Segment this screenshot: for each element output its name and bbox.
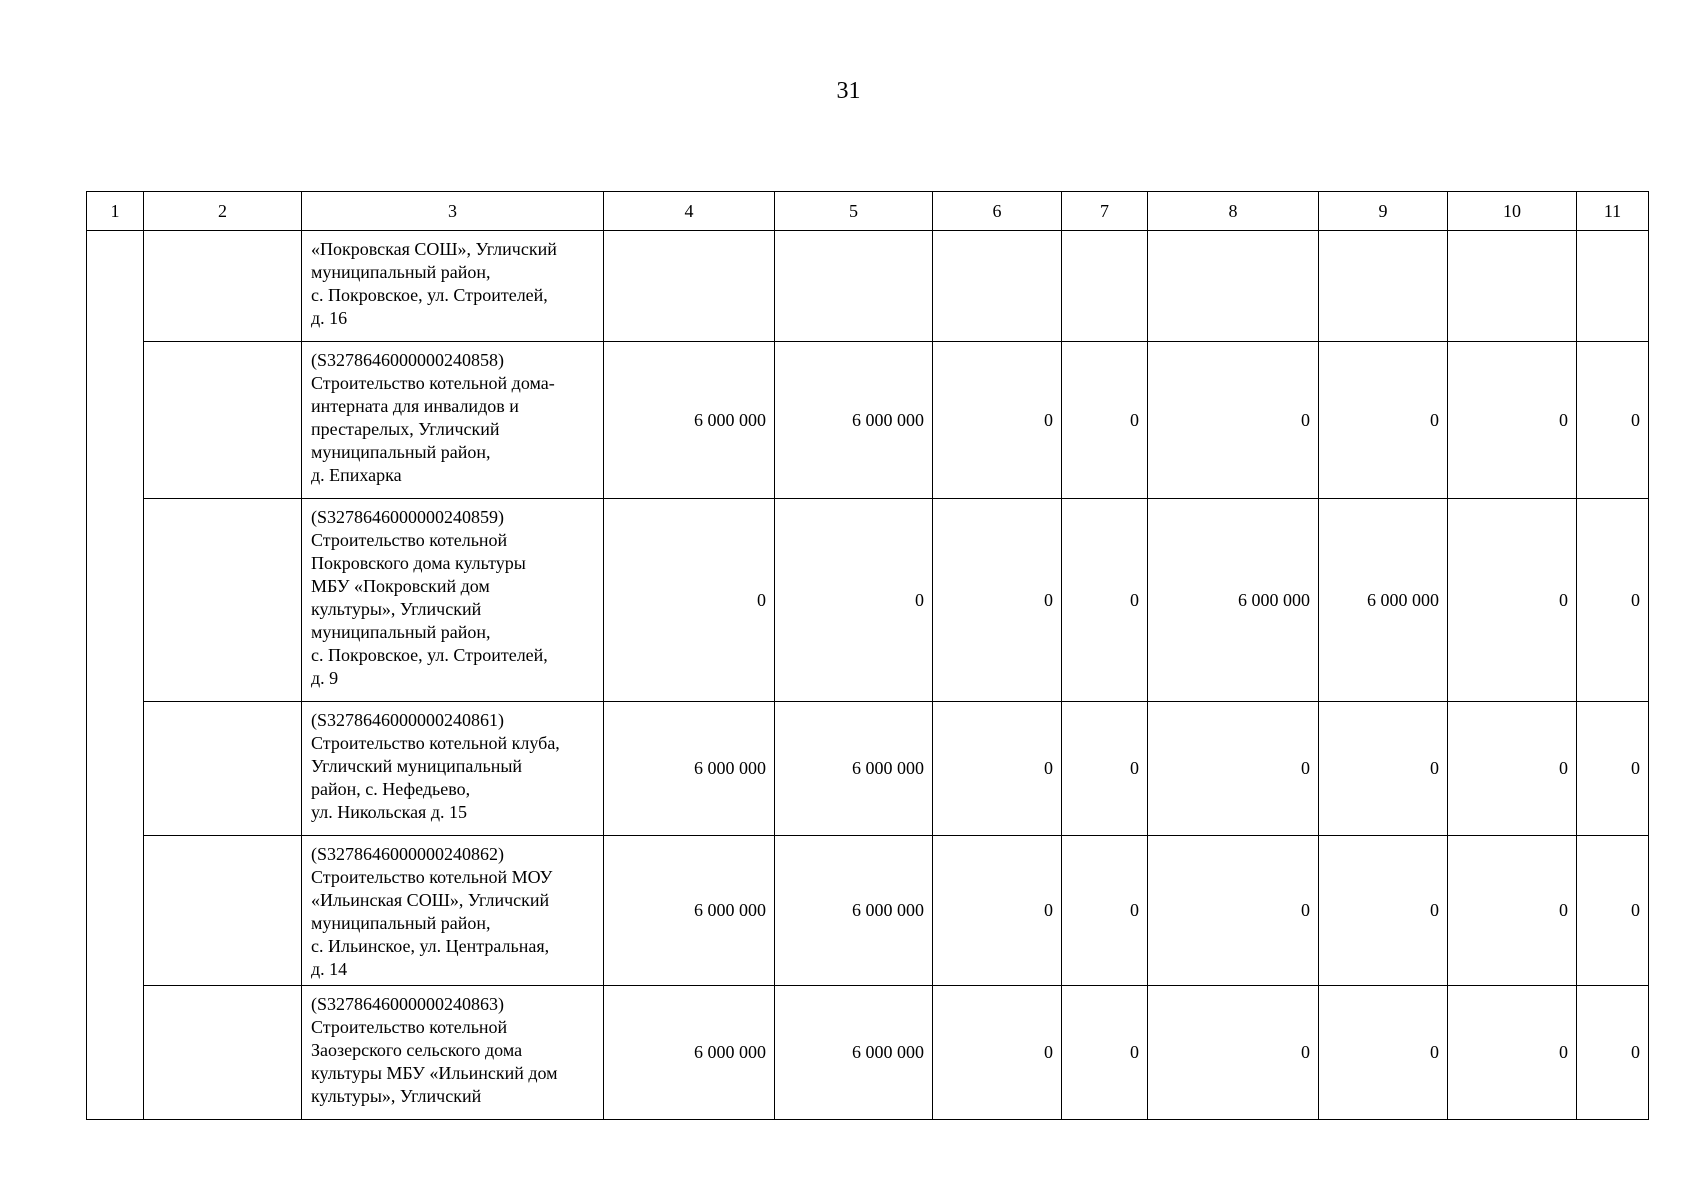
amount-cell-col-8: 0 (1148, 342, 1319, 499)
amount-cell-col-6: 0 (933, 499, 1062, 702)
description-line: д. Епихарка (311, 465, 402, 485)
amount-cell-col-9: 0 (1319, 986, 1448, 1120)
column-header: 5 (775, 192, 933, 231)
description-line: муниципальный район, (311, 622, 491, 642)
column-header: 7 (1062, 192, 1148, 231)
amount-cell-col-11: 0 (1577, 342, 1649, 499)
column-header: 10 (1448, 192, 1577, 231)
amount-cell-col-4: 6 000 000 (604, 986, 775, 1120)
table-row (87, 836, 1649, 986)
description-line: Строительство котельной МОУ (311, 867, 553, 887)
amount-cell-col-9: 0 (1319, 342, 1448, 499)
amount-cell-col-5: 6 000 000 (775, 986, 933, 1120)
amount-cell-col-7: 0 (1062, 499, 1148, 702)
object-code: (S3278646000000240858) (311, 350, 504, 370)
table-row (87, 986, 1649, 1120)
amount-cell-col-8 (1148, 231, 1319, 342)
amount-cell-col-10: 0 (1448, 836, 1577, 986)
column-number-row (87, 192, 1649, 231)
amount-cell-col-5: 6 000 000 (775, 836, 933, 986)
description-line: д. 16 (311, 308, 348, 328)
amount-cell-col-7: 0 (1062, 986, 1148, 1120)
row-number-cell (87, 231, 144, 1120)
amount-cell-col-11: 0 (1577, 836, 1649, 986)
amount-cell-col-8: 0 (1148, 836, 1319, 986)
program-cell (144, 342, 302, 499)
amount-cell-col-8: 0 (1148, 702, 1319, 836)
amount-cell-col-5: 6 000 000 (775, 342, 933, 499)
description-line: «Покровская СОШ», Угличский (311, 239, 557, 259)
amount-cell-col-10: 0 (1448, 342, 1577, 499)
description-line: культуры МБУ «Ильинский дом (311, 1063, 558, 1083)
column-header: 9 (1319, 192, 1448, 231)
column-header: 1 (87, 192, 144, 231)
amount-cell-col-10 (1448, 231, 1577, 342)
description-line: д. 9 (311, 668, 339, 688)
object-code: (S3278646000000240859) (311, 507, 504, 527)
amount-cell-col-4: 6 000 000 (604, 342, 775, 499)
amount-cell-col-9 (1319, 231, 1448, 342)
amount-cell-col-6: 0 (933, 342, 1062, 499)
program-cell (144, 499, 302, 702)
description-line: д. 14 (311, 959, 348, 979)
amount-cell-col-11: 0 (1577, 499, 1649, 702)
amount-cell-col-11: 0 (1577, 986, 1649, 1120)
description-line: МБУ «Покровский дом (311, 576, 490, 596)
amount-cell-col-7: 0 (1062, 702, 1148, 836)
table-row (87, 702, 1649, 836)
amount-cell-col-9: 0 (1319, 836, 1448, 986)
amount-cell-col-11: 0 (1577, 702, 1649, 836)
amount-cell-col-10: 0 (1448, 702, 1577, 836)
table-row (87, 342, 1649, 499)
description-line: Угличский муниципальный (311, 756, 523, 776)
amount-cell-col-11 (1577, 231, 1649, 342)
amount-cell-col-4: 6 000 000 (604, 702, 775, 836)
description-line: муниципальный район, (311, 913, 491, 933)
column-header: 6 (933, 192, 1062, 231)
object-description-cell (302, 986, 604, 1120)
column-header: 3 (302, 192, 604, 231)
amount-cell-col-5: 6 000 000 (775, 702, 933, 836)
description-line: с. Ильинское, ул. Центральная, (311, 936, 550, 956)
column-header: 8 (1148, 192, 1319, 231)
description-line: Строительство котельной дома- (311, 373, 555, 393)
amount-cell-col-8: 6 000 000 (1148, 499, 1319, 702)
table-row (87, 231, 1649, 342)
object-description-cell (302, 231, 604, 342)
amount-cell-col-4: 6 000 000 (604, 836, 775, 986)
column-header: 4 (604, 192, 775, 231)
amount-cell-col-8: 0 (1148, 986, 1319, 1120)
amount-cell-col-7 (1062, 231, 1148, 342)
description-line: Заозерского сельского дома (311, 1040, 523, 1060)
amount-cell-col-10: 0 (1448, 986, 1577, 1120)
financing-table (86, 191, 1649, 1120)
object-description-cell (302, 499, 604, 702)
object-description-cell (302, 702, 604, 836)
amount-cell-col-6: 0 (933, 986, 1062, 1120)
amount-cell-col-9: 0 (1319, 702, 1448, 836)
amount-cell-col-9: 6 000 000 (1319, 499, 1448, 702)
description-line: с. Покровское, ул. Строителей, (311, 285, 548, 305)
description-line: Покровского дома культуры (311, 553, 526, 573)
amount-cell-col-6: 0 (933, 836, 1062, 986)
program-cell (144, 836, 302, 986)
object-code: (S3278646000000240861) (311, 710, 504, 730)
description-line: культуры», Угличский (311, 599, 482, 619)
amount-cell-col-10: 0 (1448, 499, 1577, 702)
column-header: 2 (144, 192, 302, 231)
amount-cell-col-6: 0 (933, 702, 1062, 836)
program-cell (144, 231, 302, 342)
amount-cell-col-6 (933, 231, 1062, 342)
table-row (87, 499, 1649, 702)
amount-cell-col-4 (604, 231, 775, 342)
description-line: «Ильинская СОШ», Угличский (311, 890, 550, 910)
description-line: культуры», Угличский (311, 1086, 482, 1106)
program-cell (144, 986, 302, 1120)
program-cell (144, 702, 302, 836)
column-header: 11 (1577, 192, 1649, 231)
amount-cell-col-7: 0 (1062, 342, 1148, 499)
description-line: ул. Никольская д. 15 (311, 802, 467, 822)
description-line: престарелых, Угличский (311, 419, 500, 439)
amount-cell-col-4: 0 (604, 499, 775, 702)
description-line: район, с. Нефедьево, (311, 779, 471, 799)
amount-cell-col-7: 0 (1062, 836, 1148, 986)
description-line: Строительство котельной (311, 1017, 508, 1037)
description-line: интерната для инвалидов и (311, 396, 519, 416)
object-description-cell (302, 342, 604, 499)
object-code: (S3278646000000240862) (311, 844, 504, 864)
description-line: Строительство котельной клуба, (311, 733, 560, 753)
description-line: муниципальный район, (311, 442, 491, 462)
object-code: (S3278646000000240863) (311, 994, 504, 1014)
amount-cell-col-5 (775, 231, 933, 342)
page-number: 31 (836, 78, 861, 104)
description-line: муниципальный район, (311, 262, 491, 282)
amount-cell-col-5: 0 (775, 499, 933, 702)
description-line: Строительство котельной (311, 530, 508, 550)
object-description-cell (302, 836, 604, 986)
description-line: с. Покровское, ул. Строителей, (311, 645, 548, 665)
